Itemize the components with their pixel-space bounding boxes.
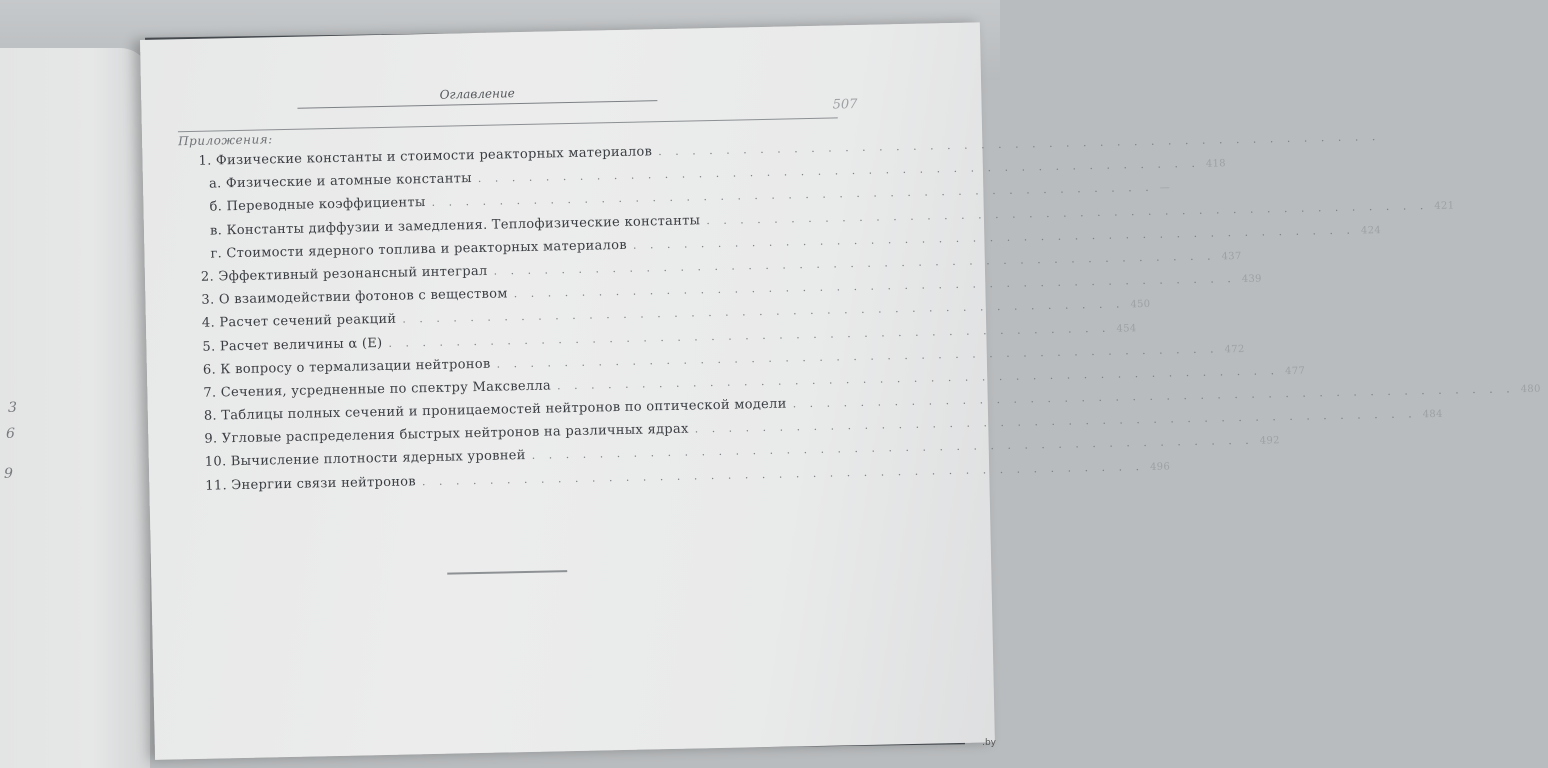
toc-entry-label: 11. Энергии связи нейтронов [205,473,417,494]
dot-leader: . . . . . . . . . . . . . . . . . . . . . . . . . . . . . . . . . . . . . . . . . . . [477,157,1201,186]
toc-entry-label: а. Физические и атомные константы [208,171,473,192]
dot-leader: . . . . . . . . . . . . . . . . . . . . . . . . . . . . . . . . . . . . . . . . . . . [493,249,1216,278]
dot-leader: . . . . . . . . . . . . . . . . . . . . . . . . . . . . . . . . . . . . . . . . . . . [632,223,1356,252]
dot-leader: . . . . . . . . . . . . . . . . . . . . . . . . . . . . . . . . . . . . . . . . . . . [706,198,1429,227]
dot-leader: . . . . . . . . . . . . . . . . . . . . . . . . . . . . . . . . . . . . . . . . . . . [496,342,1219,371]
dot-leader: . . . . . . . . . . . . . . . . . . . . . . . . . . . . . . . . . . . . . . . . . . . [556,364,1280,393]
toc-entry-label: 7. Сечения, усредненные по спектру Максвелла [203,378,552,401]
toc-entry-page: 472 [1224,343,1245,356]
toc-entry-label: 10. Вычисление плотности ядерных уровней [204,448,526,471]
dot-leader: . . . . . . . . . . . . . . . . . . . . . . . . . . . . . . . . . . . . . . . . . . . [388,321,1111,350]
right-page [140,22,1541,759]
toc-entry-label: 8. Таблицы полных сечений и проницаемостей нейтронов по оптической модели [203,396,787,424]
left-page [0,48,150,768]
toc-entry-label: в. Константы диффузии и замедления. Теплофизические константы [209,212,701,239]
dot-leader: . . . . . . . . . . . . . . . . . . . . . . . . . . . . . . . . . . . . . . . . . . . [402,297,1125,326]
toc-entry-page: 492 [1259,435,1280,448]
dot-leader: . . . . . . . . . . . . . . . . . . . . . . . . . . . . . . . . . . . . . . . . . . . [694,407,1417,436]
left-page-number: 9 [4,466,13,482]
toc-entry-label: г. Стоимости ядерного топлива и реакторных материалов [210,237,628,262]
appendix-title: Приложения: [177,132,273,149]
dot-leader: . . . . . . . . . . . . . . . . . . . . . . . . . . . . . . . . . . . . . . . . . . . [531,434,1254,463]
toc-entry-page: 484 [1422,409,1443,421]
watermark: .by [982,738,996,748]
running-header: Оглавление [297,83,657,109]
toc-entry-page: 496 [1149,461,1171,473]
toc-entry-page: 450 [1130,299,1151,311]
toc-entry-page: — [1159,182,1171,195]
toc-entry-page: 477 [1284,365,1306,377]
end-rule [447,570,567,575]
toc-entry-label: 6. К вопросу о термализации нейтронов [202,356,491,378]
toc-entries [178,130,1541,502]
toc-entry-label: 4. Расчет сечений реакций [201,312,397,332]
toc-entry-page: 437 [1221,250,1242,263]
dot-leader: . . . . . . . . . . . . . . . . . . . . . . . . . . . . . . . . . . . . . . . . . . . [792,382,1515,411]
toc-entry-label: 9. Угловые распределения быстрых нейтронов на различных ядрах [204,421,689,447]
left-page-number: 3 [8,400,17,416]
toc-entry-page: 421 [1434,200,1455,212]
dot-leader: . . . . . . . . . . . . . . . . . . . . . . . . . . . . . . . . . . . . . . . . . . . [431,181,1154,210]
toc-entry-label: 5. Расчет величины α (E) [202,335,383,355]
toc-entry-label: б. Переводные коэффициенты [209,195,426,215]
toc-entry-label: 2. Эффективный резонансный интеграл [200,263,488,285]
toc-entry-page: 424 [1360,224,1382,237]
left-page-number: 6 [6,426,15,442]
dot-leader: . . . . . . . . . . . . . . . . . . . . . . . . . . . . . . . . . . . . . . . . . . . [513,272,1236,301]
toc-entry-page: 439 [1241,273,1262,286]
table-of-contents [177,79,1541,580]
toc-entry-label: 1. Физические константы и стоимости реакторных материалов [198,144,653,169]
toc-entry-page: 418 [1205,158,1227,170]
toc-entry-label: 3. О взаимодействии фотонов с веществом [201,286,508,308]
page-number: 507 [832,96,858,113]
toc-entry-page: 480 [1520,383,1541,396]
dot-leader: . . . . . . . . . . . . . . . . . . . . . . . . . . . . . . . . . . . . . . . . . . . [421,459,1145,488]
dot-leader: . . . . . . . . . . . . . . . . . . . . . . . . . . . . . . . . . . . . . . . . . . . [658,130,1381,159]
toc-entry-page: 454 [1116,322,1137,335]
